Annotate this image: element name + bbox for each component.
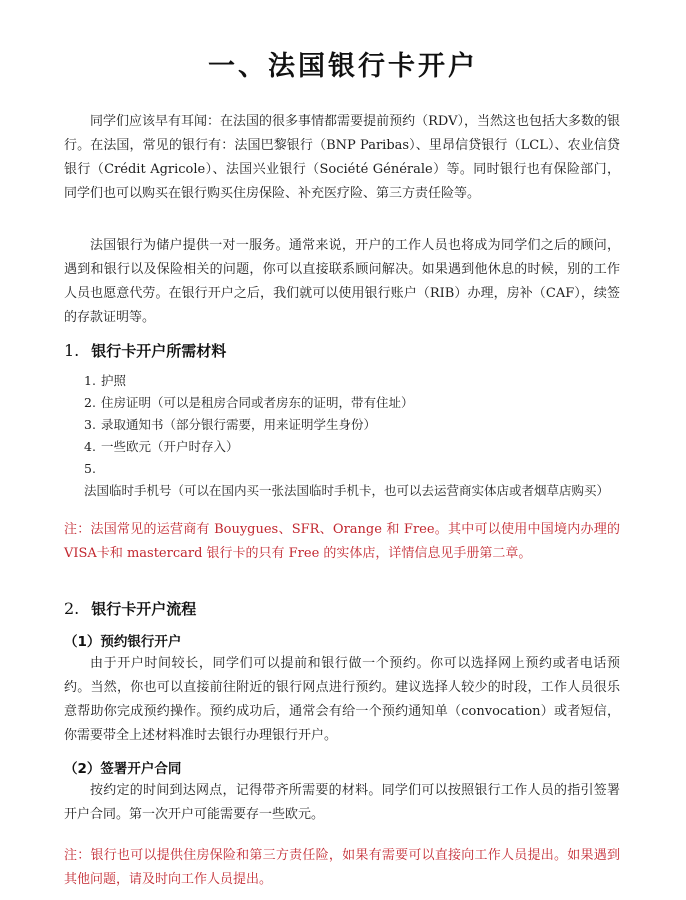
section-2-title: 银行卡开户流程: [91, 600, 197, 618]
list-item-number: 2.: [84, 395, 96, 410]
section-2-heading: [64, 598, 196, 619]
section-2-number: 2.: [64, 599, 80, 618]
list-item-number: 4.: [84, 439, 96, 454]
list-item-number: 5.: [84, 461, 96, 476]
list-item-text: 录取通知书（部分银行需要，用来证明学生身份）: [100, 417, 376, 432]
section-1-note: 注：法国常见的运营商有 Bouygues、SFR、Orange 和 Free。其中可以使用中国境内办理的VISA卡和 mastercard 银行卡的只有 Free 的实体店，详情信息见手册第二章。: [64, 522, 620, 561]
intro-paragraph-2: 法国银行为储户提供一对一服务。通常来说，开户的工作人员也将成为同学们之后的顾问，遇到和银行以及保险相关的问题，你可以直接联系顾问解决。如果遇到他休息的时候，别的工作人员也愿意代劳。在银行开户之后，我们就可以使用银行账户（RIB）办理，房补（CAF），续签的存款证明等。: [64, 238, 620, 325]
list-item: [84, 414, 624, 436]
list-item-text: 法国临时手机号（可以在国内买一张法国临时手机卡，也可以去运营商实体店或者烟草店购买）: [84, 483, 610, 498]
list-item: [84, 392, 624, 414]
list-item-number: 1.: [84, 373, 96, 388]
materials-list: [84, 370, 624, 502]
list-item-text: 护照: [100, 373, 126, 388]
subsection-1-title: （1）预约银行开户: [64, 634, 182, 650]
subsection-1-text: 由于开户时间较长，同学们可以提前和银行做一个预约。你可以选择网上预约或者电话预约。当然，你也可以直接前往附近的银行网点进行预约。建议选择人较少的时段，工作人员很乐意帮助你完成预约操作。预约成功后，通常会有给一个预约通知单（convocation）或者短信，你需要带全上述材料准时去银行办理银行开户。: [64, 656, 620, 743]
list-item-text: 一些欧元（开户时存入）: [100, 439, 239, 454]
section-1-number: 1.: [64, 341, 80, 360]
intro-paragraph-1: 同学们应该早有耳闻：在法国的很多事情都需要提前预约（RDV），当然这也包括大多数的银行。在法国，常见的银行有：法国巴黎银行（BNP Paribas）、里昂信贷银行（LCL）、农业信贷银行（Crédit Agricole）、法国兴业银行（Société Générale）等。同时银行也有保险部门，同学们也可以购买在银行购买住房保险、补充医疗险、第三方责任险等。: [64, 114, 620, 201]
subsection-2-text: 按约定的时间到达网点，记得带齐所需要的材料。同学们可以按照银行工作人员的指引签署开户合同。第一次开户可能需要存一些欧元。: [64, 783, 620, 822]
page-title: 一、法国银行卡开户: [208, 51, 478, 82]
list-item-text: 住房证明（可以是租房合同或者房东的证明，带有住址）: [100, 395, 414, 410]
list-item: [84, 458, 624, 502]
list-item: [84, 436, 624, 458]
list-item-number: 3.: [84, 417, 96, 432]
list-item: [84, 370, 624, 392]
subsection-2-title: （2）签署开户合同: [64, 761, 182, 777]
section-1-heading: [64, 340, 226, 361]
section-1-title: 银行卡开户所需材料: [91, 342, 227, 360]
section-2-note: 注：银行也可以提供住房保险和第三方责任险，如果有需要可以直接向工作人员提出。如果遇到其他问题，请及时向工作人员提出。: [64, 848, 620, 887]
